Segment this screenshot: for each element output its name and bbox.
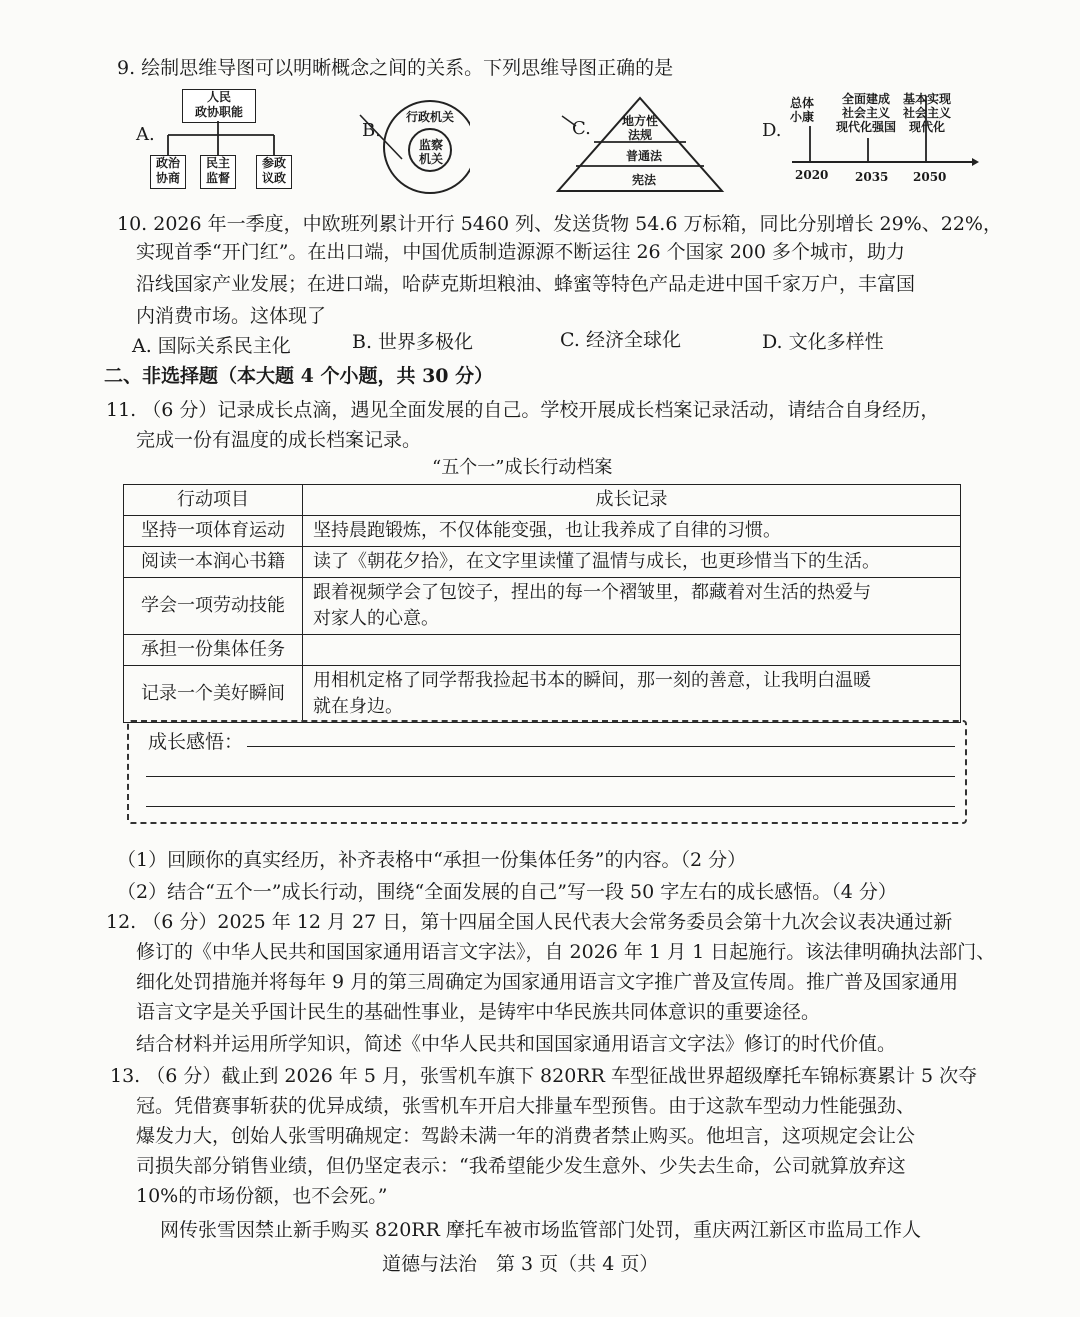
q9-option-a-label: A. <box>136 124 155 145</box>
timeline-year-2050: 2050 <box>913 170 947 184</box>
mindmap-child-box-2: 民主 监督 <box>200 155 236 189</box>
q11-line: 完成一份有温度的成长档案记录。 <box>136 429 422 451</box>
reflection-label: 成长感悟： <box>148 731 244 753</box>
action-item: 阅读一本润心书籍 <box>124 547 303 578</box>
q10-line: 实现首季“开门红”。在出口端，中国优质制造源源不断运往 26 个国家 200 多个城市，助力 <box>136 241 906 263</box>
pyramid-level-middle: 普通法 <box>626 149 663 163</box>
q12-line: 结合材料并运用所学知识，简述《中华人民共和国国家通用语言文字法》修订的时代价值。 <box>136 1033 897 1055</box>
table-title: “五个一”成长行动档案 <box>432 457 613 478</box>
timeline-goal-2035: 全面建成 社会主义 现代化强国 <box>836 92 897 134</box>
action-item: 坚持一项体育运动 <box>124 516 303 547</box>
page-footer: 道德与法治 第 3 页（共 4 页） <box>382 1253 659 1275</box>
q10-option-b: B. 世界多极化 <box>352 331 474 353</box>
growth-record: 跟着视频学会了包饺子，捏出的每一个褶皱里，都藏着对生活的热爱与 对家人的心意。 <box>303 578 961 635</box>
timeline-year-2035: 2035 <box>855 170 889 184</box>
q12-line: 12. （6 分）2025 年 12 月 27 日，第十四届全国人民代表大会常务委员会第十九次会议表决通过新 <box>106 911 953 933</box>
q13-line: 冠。凭借赛事斩获的优异成绩，张雪机车开启大排量车型预售。由于这款车型动力性能强劲、 <box>136 1095 916 1117</box>
table-row <box>124 516 961 547</box>
inner-circle-label: 监察 机关 <box>419 138 444 166</box>
q9-option-d-label: D. <box>762 120 782 141</box>
q11-line: 11. （6 分）记录成长点滴，遇见全面发展的自己。学校开展成长档案记录活动，请结合自身经历， <box>106 399 940 421</box>
q13-line: 网传张雪因禁止新手购买 820RR 摩托车被市场监管部门处罚，重庆两江新区市监局工作人 <box>160 1219 921 1241</box>
q13-line: 司损失部分销售业绩，但仍坚定表示：“我希望能少发生意外、少失去生命，公司就算放弃这 <box>136 1155 906 1177</box>
outer-circle-label: 行政机关 <box>406 110 455 124</box>
action-item: 学会一项劳动技能 <box>124 578 303 635</box>
table-header: 成长记录 <box>303 485 961 516</box>
table-header-row <box>124 485 961 516</box>
growth-record: 坚持晨跑锻炼，不仅体能变强，也让我养成了自律的习惯。 <box>303 516 961 547</box>
q13-line: 爆发力大，创始人张雪明确规定：驾龄未满一年的消费者禁止购买。他坦言，这项规定会让公 <box>136 1125 916 1147</box>
q9-option-c-label: C. <box>572 118 591 139</box>
q13-line: 13. （6 分）截止到 2026 年 5 月，张雪机车旗下 820RR 车型征战世界超级摩托车锦标赛累计 5 次夺 <box>110 1065 978 1087</box>
q12-line: 细化处罚措施并将每年 9 月的第三周确定为国家通用语言文字推广普及宣传周。推广普及国家通用 <box>136 971 959 993</box>
section-2-heading: 二、非选择题（本大题 4 个小题，共 30 分） <box>104 365 494 387</box>
table-row <box>124 666 961 723</box>
q10-line: 10. 2026 年一季度，中欧班列累计开行 5460 列、发送货物 54.6 万标箱，同比分别增长 29%、22%， <box>117 213 1002 235</box>
reflection-box <box>127 720 967 824</box>
q10-option-c: C. 经济全球化 <box>560 329 681 351</box>
q11-subquestion-1: （1）回顾你的真实经历，补齐表格中“承担一份集体任务”的内容。（2 分） <box>117 849 747 871</box>
mindmap-root-box: 人民 政协职能 <box>182 89 256 123</box>
table-row <box>124 578 961 635</box>
pyramid-level-bottom: 宪法 <box>632 173 657 187</box>
q13-line: 10%的市场份额，也不会死。” <box>136 1185 388 1207</box>
mindmap-child-box-1: 政治 协商 <box>150 155 186 189</box>
action-item: 承担一份集体任务 <box>124 635 303 666</box>
growth-record-table <box>123 484 961 723</box>
reflection-answer-line[interactable] <box>146 776 955 777</box>
q9-option-b-label: B. <box>362 120 381 141</box>
q9-stem: 9. 绘制思维导图可以明晰概念之间的关系。下列思维导图正确的是 <box>117 57 674 79</box>
q10-option-d: D. 文化多样性 <box>762 331 884 353</box>
table-header: 行动项目 <box>124 485 303 516</box>
timeline-goal-2050: 基本实现 社会主义 现代化 <box>903 92 952 134</box>
table-row <box>124 547 961 578</box>
q10-line: 内消费市场。这体现了 <box>136 305 327 327</box>
q12-line: 语言文字是关乎国计民生的基础性事业，是铸牢中华民族共同体意识的重要途径。 <box>136 1001 821 1023</box>
q12-line: 修订的《中华人民共和国国家通用语言文字法》，自 2026 年 1 月 1 日起施行。该法律明确执法部门、 <box>136 941 996 963</box>
reflection-answer-line[interactable] <box>247 746 955 747</box>
table-row <box>124 635 961 666</box>
timeline-year-2020: 2020 <box>795 168 829 182</box>
q11-subquestion-2: （2）结合“五个一”成长行动，围绕“全面发展的自己”写一段 50 字左右的成长感悟。（4 分） <box>117 881 897 903</box>
q10-option-a: A. 国际关系民主化 <box>132 335 291 357</box>
growth-record-blank[interactable] <box>303 635 961 666</box>
reflection-answer-line[interactable] <box>146 806 955 807</box>
growth-record: 读了《朝花夕拾》，在文字里读懂了温情与成长，也更珍惜当下的生活。 <box>303 547 961 578</box>
q10-line: 沿线国家产业发展；在进口端，哈萨克斯坦粮油、蜂蜜等特色产品走进中国千家万户，丰富国 <box>136 273 916 295</box>
action-item: 记录一个美好瞬间 <box>124 666 303 723</box>
timeline-goal-2020: 总体 小康 <box>790 96 815 124</box>
mindmap-connectors <box>150 121 310 157</box>
pyramid-level-top: 地方性 法规 <box>622 114 659 142</box>
mindmap-child-box-3: 参政 议政 <box>256 155 292 189</box>
growth-record: 用相机定格了同学帮我捡起书本的瞬间，那一刻的善意，让我明白温暖 就在身边。 <box>303 666 961 723</box>
